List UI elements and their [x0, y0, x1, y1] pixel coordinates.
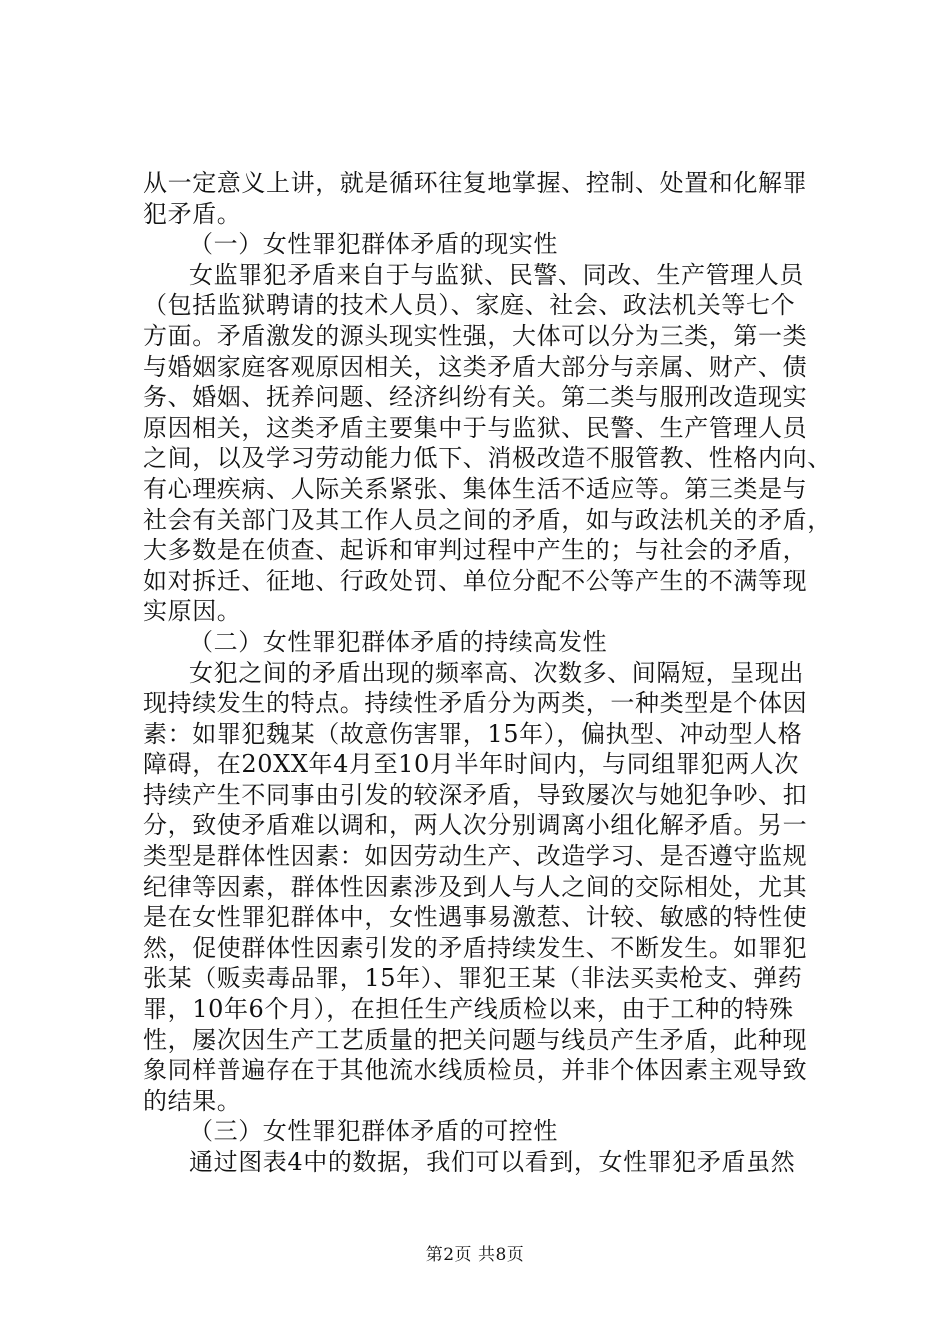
- text-line: 纪律等因素，群体性因素涉及到人与人之间的交际相处，尤其: [143, 872, 808, 901]
- text-line: 类型是群体性因素：如因劳动生产、改造学习、是否遵守监规: [143, 842, 808, 871]
- text-line: 犯矛盾。: [143, 199, 242, 228]
- text-line: 女犯之间的矛盾出现的频率高、次数多、间隔短，呈现出: [189, 658, 804, 687]
- text-line: 社会有关部门及其工作人员之间的矛盾，如与政法机关的矛盾，: [143, 505, 832, 534]
- text-line: 务、婚姻、抚养问题、经济纠纷有关。第二类与服刑改造现实: [143, 383, 808, 412]
- text-line: 分，致使矛盾难以调和，两人次分别调离小组化解矛盾。另一: [143, 811, 808, 840]
- text-line: 持续产生不同事由引发的较深矛盾，导致屡次与她犯争吵、扣: [143, 780, 808, 809]
- text-line: 障碍，在20XX年4月至10月半年时间内，与同组罪犯两人次: [143, 750, 799, 779]
- text-line: （一）女性罪犯群体矛盾的现实性: [189, 230, 558, 259]
- page-footer: [0, 1243, 950, 1267]
- text-line: 通过图表4中的数据，我们可以看到，女性罪犯矛盾虽然: [189, 1148, 796, 1176]
- text-line: 性，屡次因生产工艺质量的把关问题与线员产生矛盾，此种现: [143, 1025, 808, 1054]
- text-line: 实原因。: [143, 597, 242, 626]
- text-line: 之间，以及学习劳动能力低下、消极改造不服管教、性格内向、: [143, 444, 832, 473]
- page-number: 第2页 共8页: [425, 1245, 525, 1265]
- text-line: （包括监狱聘请的技术人员）、家庭、社会、政法机关等七个: [143, 291, 796, 320]
- text-line: 从一定意义上讲，就是循环往复地掌握、控制、处置和化解罪: [143, 169, 808, 197]
- text-line: 然，促使群体性因素引发的矛盾持续发生、不断发生。如罪犯: [143, 933, 808, 962]
- text-line: 现持续发生的特点。持续性矛盾分为两类，一种类型是个体因: [143, 689, 808, 718]
- text-line: （二）女性罪犯群体矛盾的持续高发性: [189, 627, 608, 656]
- text-line: （三）女性罪犯群体矛盾的可控性: [189, 1117, 558, 1146]
- text-line: 与婚姻家庭客观原因相关，这类矛盾大部分与亲属、财产、债: [143, 352, 808, 381]
- text-line: 如对拆迁、征地、行政处罚、单位分配不公等产生的不满等现: [143, 566, 808, 595]
- text-line: 张某（贩卖毒品罪，15年）、罪犯王某（非法买卖枪支、弹药: [143, 964, 803, 993]
- text-line: 的结果。: [143, 1086, 242, 1115]
- text-line: 罪，10年6个月），在担任生产线质检以来，由于工种的特殊: [143, 995, 794, 1024]
- text-line: 原因相关，这类矛盾主要集中于与监狱、民警、生产管理人员: [143, 413, 808, 442]
- text-line: 女监罪犯矛盾来自于与监狱、民警、同改、生产管理人员: [189, 260, 804, 289]
- body-text: [143, 168, 833, 1178]
- text-line: 大多数是在侦查、起诉和审判过程中产生的；与社会的矛盾，: [143, 536, 808, 565]
- text-line: 方面。矛盾激发的源头现实性强，大体可以分为三类，第一类: [143, 321, 808, 350]
- text-line: 素：如罪犯魏某（故意伤害罪，15年），偏执型、冲动型人格: [143, 719, 803, 748]
- text-line: 是在女性罪犯群体中，女性遇事易激惹、计较、敏感的特性使: [143, 903, 808, 932]
- text-line: 有心理疾病、人际关系紧张、集体生活不适应等。第三类是与: [143, 474, 808, 503]
- text-line: 象同样普遍存在于其他流水线质检员，并非个体因素主观导致: [143, 1056, 808, 1085]
